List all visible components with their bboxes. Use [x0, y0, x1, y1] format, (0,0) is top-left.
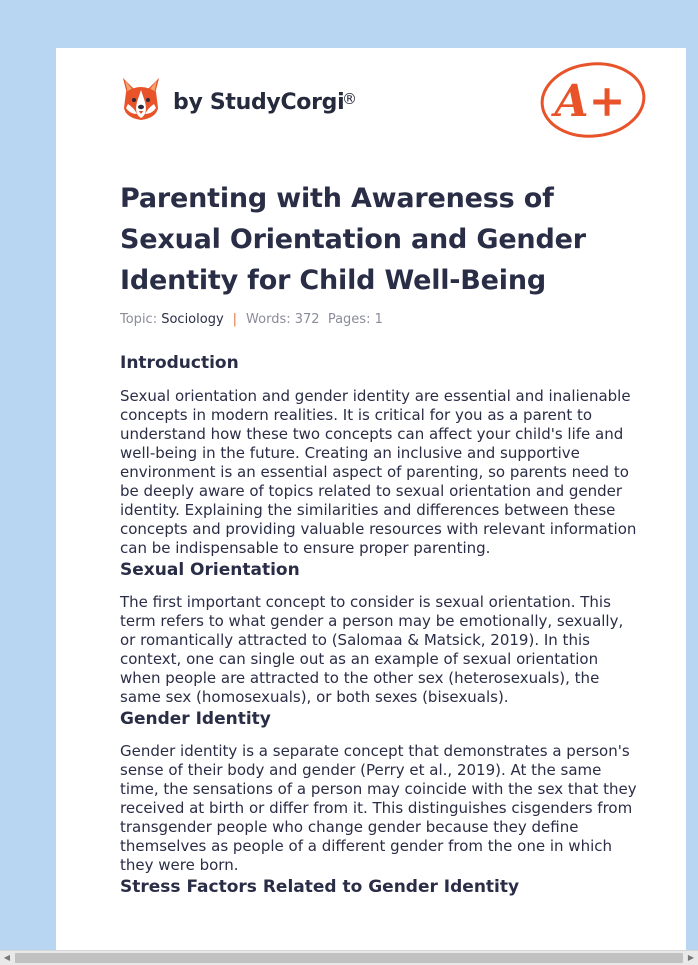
- meta-separator: |: [232, 312, 238, 327]
- document-body: [120, 352, 640, 898]
- brand-name: by StudyCorgi: [173, 89, 345, 115]
- studycorgi-logo[interactable]: [120, 76, 357, 122]
- topic-label: Topic:: [120, 312, 158, 327]
- section-heading-gender-identity: Gender Identity: [120, 709, 271, 729]
- page-count: Pages: 1: [327, 312, 383, 327]
- scroll-right-icon[interactable]: ▶: [687, 953, 695, 962]
- section-text-gender-identity: Gender identity is a separate concept that demonstrates a person's sense of their body and gender (Perry et al., 2019). At the same time, the sensations of a person may coincide with the sex that they received at birth or differ from it. This distinguishes cisgenders from transgender people who change gender because they define themselves as people of a different gender from the one in which they were born.: [120, 742, 637, 874]
- section-heading-stress-factors: Stress Factors Related to Gender Identity: [120, 877, 520, 897]
- scroll-left-icon[interactable]: ◀: [3, 953, 11, 962]
- topic-link[interactable]: Sociology: [161, 312, 224, 327]
- horizontal-scrollbar[interactable]: [0, 950, 698, 965]
- section-text-introduction: Sexual orientation and gender identity are essential and inalienable concepts in modern realities. It is critical for you as a parent to understand how these two concepts can affect your child's life and well-being in the future. Creating an inclusive and supportive environment is an essential aspect of parenting, so parents need to be deeply aware of topics related to sexual orientation and gender identity. Explaining the similarities and differences between these concepts and providing valuable resources with relevant information can be indispensable to ensure proper parenting.: [120, 387, 637, 557]
- page-title: Parenting with Awareness of Sexual Orientation and Gender Identity for Child Well-Being: [120, 183, 586, 296]
- section-text-sexual-orientation: The first important concept to consider is sexual orientation. This term refers to what gender a person may be emotionally, sexually, or romantically attracted to (Salomaa & Matsick, 2019). In this context, one can single out as an example of sexual orientation when people are attracted to the other sex (heterosexuals), the same sex (homosexuals), or both sexes (bisexuals).: [120, 593, 624, 706]
- document-page: [56, 48, 686, 950]
- registered-mark: ®: [342, 90, 357, 108]
- word-count: Words: 372: [246, 312, 320, 327]
- section-heading-sexual-orientation: Sexual Orientation: [120, 560, 300, 580]
- document-meta: [120, 312, 383, 327]
- corgi-icon: [120, 76, 162, 122]
- grade-badge-icon: [538, 60, 648, 140]
- section-heading-introduction: Introduction: [120, 353, 239, 373]
- scrollbar-thumb[interactable]: [15, 953, 683, 963]
- grade-label: A+: [554, 76, 626, 127]
